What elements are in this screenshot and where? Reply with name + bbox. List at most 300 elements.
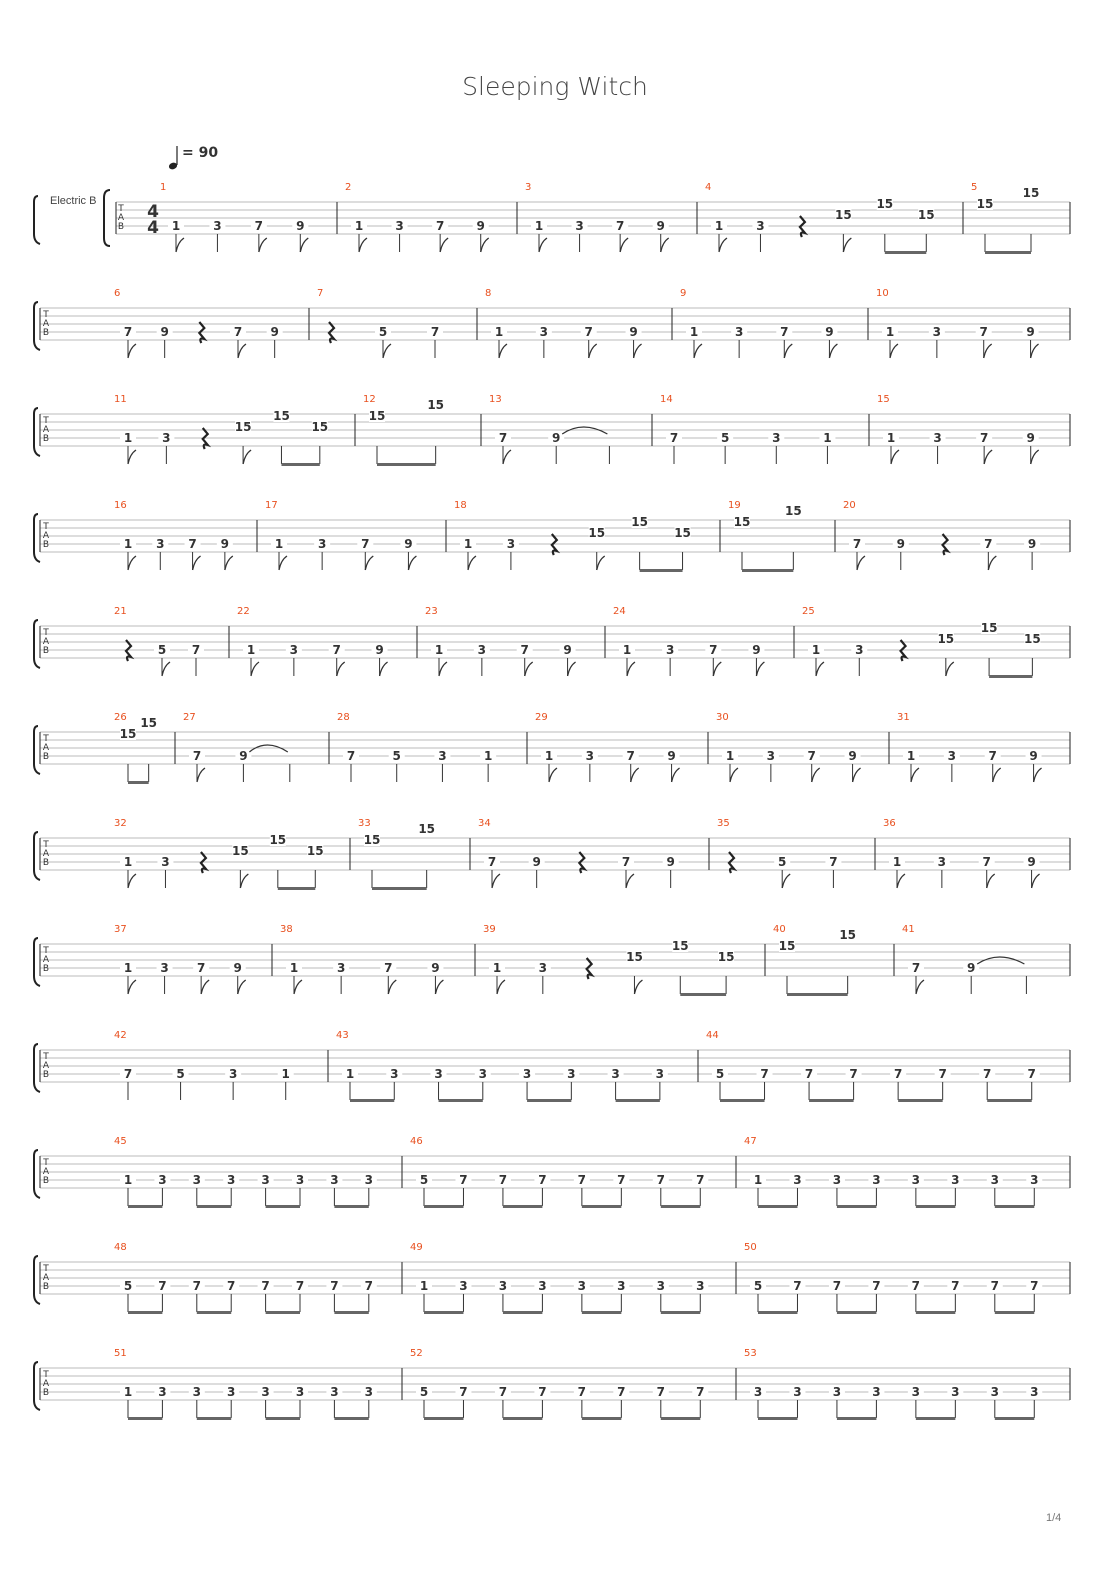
fret-number: 7 bbox=[233, 325, 243, 339]
eighth-flag-icon bbox=[243, 450, 251, 464]
measure-number: 43 bbox=[336, 1030, 349, 1041]
fret-number: 3 bbox=[295, 1173, 305, 1187]
measure-number: 36 bbox=[883, 818, 896, 829]
fret-number: 9 bbox=[1026, 325, 1035, 339]
beam bbox=[809, 1099, 854, 1102]
measure-number: 29 bbox=[535, 712, 548, 723]
fret-number: 15 bbox=[273, 409, 290, 423]
eighth-flag-icon bbox=[984, 344, 992, 358]
fret-number: 7 bbox=[669, 431, 679, 445]
fret-number: 7 bbox=[332, 643, 341, 657]
fret-number: 5 bbox=[378, 325, 388, 339]
fret-number: 1 bbox=[289, 961, 299, 975]
fret-number: 3 bbox=[756, 219, 765, 233]
fret-number: 3 bbox=[261, 1385, 270, 1399]
system-bracket bbox=[34, 726, 40, 774]
fret-number: 15 bbox=[368, 409, 386, 423]
beam bbox=[372, 887, 427, 890]
measure-number: 46 bbox=[410, 1136, 423, 1147]
fret-number: 3 bbox=[932, 325, 942, 339]
beam bbox=[987, 1099, 1032, 1102]
beam bbox=[985, 251, 1031, 254]
fret-number: 7 bbox=[696, 1385, 705, 1399]
measure-number: 45 bbox=[114, 1136, 127, 1147]
eighth-flag-icon bbox=[499, 344, 507, 358]
measure-number: 40 bbox=[773, 924, 786, 935]
fret-number: 3 bbox=[696, 1279, 705, 1293]
eighth-flag-icon bbox=[631, 768, 639, 782]
fret-number: 9 bbox=[666, 855, 675, 869]
measure-number: 14 bbox=[660, 394, 673, 405]
fret-number: 3 bbox=[289, 643, 299, 657]
fret-number: 7 bbox=[621, 855, 631, 869]
tab-clef-letter: T bbox=[43, 734, 49, 744]
fret-number: 3 bbox=[160, 961, 169, 975]
beam bbox=[424, 1205, 463, 1208]
fret-number: 1 bbox=[123, 537, 133, 551]
fret-number: 3 bbox=[434, 1067, 443, 1081]
eighth-flag-icon bbox=[713, 662, 721, 676]
eighth-flag-icon bbox=[497, 980, 505, 994]
fret-number: 7 bbox=[295, 1279, 305, 1293]
fret-number: 7 bbox=[520, 643, 529, 657]
fret-number: 9 bbox=[629, 325, 638, 339]
tempo-marking: = 90 bbox=[182, 145, 219, 161]
fret-number: 3 bbox=[951, 1173, 960, 1187]
fret-number: 7 bbox=[498, 431, 508, 445]
beam bbox=[787, 993, 848, 996]
tab-clef-letter: B bbox=[42, 1282, 50, 1292]
fret-number: 3 bbox=[478, 1067, 487, 1081]
fret-number: 1 bbox=[753, 1173, 763, 1187]
tab-clef-letter: T bbox=[43, 840, 49, 850]
fret-number: 3 bbox=[832, 1385, 842, 1399]
measure-number: 42 bbox=[114, 1030, 127, 1041]
eighth-flag-icon bbox=[589, 344, 597, 358]
fret-number: 5 bbox=[778, 855, 787, 869]
beam bbox=[439, 1099, 483, 1102]
beam bbox=[837, 1417, 876, 1420]
page-number: 1/4 bbox=[1046, 1512, 1062, 1524]
fret-number: 15 bbox=[631, 515, 648, 529]
fret-number: 3 bbox=[665, 643, 675, 657]
measure-number: 23 bbox=[425, 606, 438, 617]
fret-number: 3 bbox=[947, 749, 957, 763]
tab-clef-letter: B bbox=[117, 222, 125, 232]
beam bbox=[424, 1311, 463, 1314]
measure-number: 16 bbox=[114, 500, 127, 511]
beam bbox=[197, 1205, 231, 1208]
fret-number: 3 bbox=[793, 1385, 802, 1399]
measure-number: 6 bbox=[114, 288, 121, 299]
eighth-flag-icon bbox=[634, 980, 642, 994]
fret-number: 1 bbox=[123, 1173, 133, 1187]
fret-number: 1 bbox=[281, 1067, 290, 1081]
eighth-flag-icon bbox=[128, 344, 136, 358]
fret-number: 15 bbox=[674, 526, 691, 540]
fret-number: 15 bbox=[1022, 186, 1040, 200]
measure-number: 15 bbox=[877, 394, 890, 405]
fret-number: 9 bbox=[825, 325, 834, 339]
measure-number: 3 bbox=[525, 182, 532, 193]
eighth-flag-icon bbox=[294, 980, 302, 994]
measure-number: 39 bbox=[483, 924, 496, 935]
beam bbox=[916, 1311, 955, 1314]
measure-number: 10 bbox=[876, 288, 889, 299]
eighth-flag-icon bbox=[597, 556, 605, 570]
fret-number: 15 bbox=[418, 822, 436, 836]
system-bracket bbox=[34, 1256, 40, 1304]
beam bbox=[837, 1311, 876, 1314]
fret-number: 7 bbox=[911, 961, 921, 975]
eighth-flag-icon bbox=[853, 768, 861, 782]
measure-number: 32 bbox=[114, 818, 127, 829]
eighth-flag-icon bbox=[672, 768, 680, 782]
fret-number: 3 bbox=[477, 643, 487, 657]
fret-number: 1 bbox=[492, 961, 502, 975]
fret-number: 3 bbox=[213, 219, 222, 233]
measure-number: 35 bbox=[717, 818, 730, 829]
fret-number: 1 bbox=[811, 643, 821, 657]
eighth-flag-icon bbox=[1034, 768, 1042, 782]
fret-number: 7 bbox=[261, 1279, 270, 1293]
fret-number: 3 bbox=[158, 1385, 167, 1399]
fret-number: 3 bbox=[753, 1385, 763, 1399]
beam bbox=[582, 1417, 621, 1420]
fret-number: 7 bbox=[982, 855, 991, 869]
fret-number: 15 bbox=[778, 939, 796, 953]
beam bbox=[898, 1099, 943, 1102]
beam bbox=[424, 1417, 463, 1420]
beam bbox=[616, 1099, 660, 1102]
fret-number: 5 bbox=[419, 1385, 429, 1399]
fret-number: 7 bbox=[196, 961, 206, 975]
measure-number: 17 bbox=[265, 500, 278, 511]
fret-number: 9 bbox=[233, 961, 242, 975]
fret-number: 7 bbox=[984, 537, 993, 551]
measure-number: 9 bbox=[680, 288, 687, 299]
beam bbox=[503, 1311, 542, 1314]
tab-clef-letter: T bbox=[43, 1158, 49, 1168]
fret-number: 1 bbox=[123, 431, 133, 445]
fret-number: 9 bbox=[404, 537, 413, 551]
fret-number: 3 bbox=[330, 1385, 339, 1399]
beam bbox=[266, 1417, 300, 1420]
eighth-flag-icon bbox=[568, 662, 576, 676]
eighth-flag-icon bbox=[128, 980, 136, 994]
system-bracket bbox=[34, 514, 40, 562]
fret-number: 7 bbox=[979, 325, 988, 339]
fret-number: 7 bbox=[435, 219, 445, 233]
tab-clef-letter: T bbox=[43, 1052, 49, 1062]
tab-clef-letter: B bbox=[42, 1388, 50, 1398]
fret-number: 7 bbox=[123, 1067, 133, 1081]
fret-number: 7 bbox=[498, 1173, 508, 1187]
fret-number: 3 bbox=[1030, 1173, 1039, 1187]
fret-number: 7 bbox=[780, 325, 789, 339]
tab-system bbox=[34, 823, 1070, 890]
eighth-flag-icon bbox=[988, 556, 996, 570]
fret-number: 15 bbox=[876, 197, 894, 211]
fret-number: 7 bbox=[849, 1067, 858, 1081]
eighth-flag-icon bbox=[829, 344, 837, 358]
beam bbox=[334, 1417, 368, 1420]
fret-number: 3 bbox=[567, 1067, 576, 1081]
tab-clef-letter: A bbox=[42, 849, 50, 859]
fret-number: 7 bbox=[577, 1173, 587, 1187]
eighth-flag-icon bbox=[987, 874, 995, 888]
fret-number: 7 bbox=[656, 1173, 665, 1187]
fret-number: 1 bbox=[906, 749, 916, 763]
tab-clef-letter: B bbox=[42, 752, 50, 762]
beam bbox=[661, 1417, 700, 1420]
tab-clef-letter: T bbox=[43, 946, 49, 956]
fret-number: 5 bbox=[176, 1067, 185, 1081]
fret-number: 15 bbox=[733, 515, 751, 529]
beam bbox=[197, 1311, 231, 1314]
system-bracket bbox=[34, 196, 40, 244]
fret-number: 15 bbox=[835, 208, 852, 222]
tab-clef-letter: A bbox=[42, 531, 50, 541]
tab-clef-letter: A bbox=[42, 955, 50, 965]
fret-number: 3 bbox=[192, 1385, 201, 1399]
beam bbox=[278, 887, 315, 890]
fret-number: 7 bbox=[852, 537, 862, 551]
eighth-flag-icon bbox=[481, 238, 489, 252]
fret-number: 15 bbox=[671, 939, 689, 953]
fret-number: 15 bbox=[784, 504, 802, 518]
fret-number: 3 bbox=[522, 1067, 532, 1081]
eighth-flag-icon bbox=[993, 768, 1001, 782]
fret-number: 7 bbox=[192, 1279, 201, 1293]
fret-number: 3 bbox=[772, 431, 781, 445]
measure-number: 20 bbox=[843, 500, 856, 511]
measure-number: 31 bbox=[897, 712, 910, 723]
fret-number: 9 bbox=[1026, 431, 1035, 445]
tab-clef-letter: A bbox=[42, 637, 50, 647]
eighth-flag-icon bbox=[408, 556, 416, 570]
measure-number: 18 bbox=[454, 500, 467, 511]
fret-number: 7 bbox=[615, 219, 625, 233]
fret-number: 3 bbox=[506, 537, 516, 551]
fret-number: 1 bbox=[274, 537, 284, 551]
fret-number: 7 bbox=[364, 1279, 373, 1293]
fret-number: 7 bbox=[626, 749, 635, 763]
system-bracket bbox=[104, 190, 110, 246]
beam bbox=[582, 1205, 621, 1208]
measure-number: 30 bbox=[716, 712, 729, 723]
fret-number: 1 bbox=[123, 855, 133, 869]
tab-clef-letter: B bbox=[42, 434, 50, 444]
fret-number: 3 bbox=[390, 1067, 399, 1081]
eighth-flag-icon bbox=[891, 450, 899, 464]
beam bbox=[128, 781, 149, 784]
measure-number: 53 bbox=[744, 1348, 757, 1359]
fret-number: 7 bbox=[577, 1385, 587, 1399]
fret-number: 3 bbox=[438, 749, 447, 763]
fret-number: 9 bbox=[532, 855, 541, 869]
fret-number: 3 bbox=[585, 749, 595, 763]
beam bbox=[720, 1099, 765, 1102]
fret-number: 7 bbox=[498, 1385, 508, 1399]
fret-number: 7 bbox=[538, 1385, 547, 1399]
fret-number: 3 bbox=[538, 1279, 547, 1293]
eighth-flag-icon bbox=[383, 344, 391, 358]
fret-number: 15 bbox=[306, 844, 324, 858]
fret-number: 3 bbox=[336, 961, 346, 975]
eighth-flag-icon bbox=[251, 662, 259, 676]
fret-number: 9 bbox=[160, 325, 169, 339]
fret-number: 5 bbox=[753, 1279, 763, 1293]
eighth-flag-icon bbox=[782, 874, 790, 888]
fret-number: 3 bbox=[872, 1173, 881, 1187]
eighth-flag-icon bbox=[503, 450, 511, 464]
fret-number: 9 bbox=[1029, 749, 1038, 763]
fret-number: 9 bbox=[848, 749, 857, 763]
tab-system bbox=[34, 302, 1070, 358]
measure-number: 24 bbox=[613, 606, 626, 617]
eighth-flag-icon bbox=[812, 768, 820, 782]
eighth-flag-icon bbox=[843, 238, 851, 252]
eighth-flag-icon bbox=[525, 662, 533, 676]
fret-number: 15 bbox=[980, 621, 998, 635]
fret-number: 3 bbox=[617, 1279, 626, 1293]
fret-number: 15 bbox=[119, 727, 137, 741]
measure-number: 27 bbox=[183, 712, 196, 723]
fret-number: 1 bbox=[886, 431, 896, 445]
measure-number: 38 bbox=[280, 924, 293, 935]
fret-number: 1 bbox=[534, 219, 544, 233]
fret-number: 9 bbox=[270, 325, 279, 339]
fret-number: 3 bbox=[933, 431, 942, 445]
fret-number: 3 bbox=[227, 1385, 236, 1399]
eighth-flag-icon bbox=[128, 556, 136, 570]
fret-number: 1 bbox=[823, 431, 832, 445]
fret-number: 15 bbox=[363, 833, 381, 847]
beam bbox=[350, 1099, 394, 1102]
fret-number: 3 bbox=[295, 1385, 305, 1399]
beam bbox=[742, 569, 793, 572]
system-bracket bbox=[34, 938, 40, 986]
beam bbox=[758, 1205, 797, 1208]
fret-number: 5 bbox=[419, 1173, 429, 1187]
fret-number: 5 bbox=[123, 1279, 133, 1293]
fret-number: 3 bbox=[538, 961, 547, 975]
measure-number: 8 bbox=[485, 288, 492, 299]
fret-number: 3 bbox=[158, 1173, 167, 1187]
fret-number: 5 bbox=[720, 431, 730, 445]
system-bracket bbox=[34, 1044, 40, 1092]
eighth-flag-icon bbox=[468, 556, 476, 570]
beam bbox=[661, 1205, 700, 1208]
fret-number: 3 bbox=[227, 1173, 236, 1187]
fret-number: 9 bbox=[220, 537, 230, 551]
song-title: Sleeping Witch bbox=[462, 72, 648, 101]
fret-number: 3 bbox=[395, 219, 404, 233]
fret-number: 9 bbox=[752, 643, 761, 657]
eighth-flag-icon bbox=[626, 874, 634, 888]
beam bbox=[758, 1417, 797, 1420]
fret-number: 3 bbox=[734, 325, 744, 339]
beam bbox=[640, 569, 683, 572]
fret-number: 3 bbox=[575, 219, 584, 233]
time-signature-bottom: 4 bbox=[147, 218, 159, 238]
tab-clef-letter: T bbox=[43, 1370, 49, 1380]
system-bracket bbox=[34, 832, 40, 880]
fret-number: 3 bbox=[990, 1385, 999, 1399]
eighth-flag-icon bbox=[439, 662, 447, 676]
fret-number: 3 bbox=[330, 1173, 339, 1187]
fret-number: 3 bbox=[937, 855, 947, 869]
tab-system bbox=[34, 1044, 1070, 1102]
fret-number: 1 bbox=[885, 325, 895, 339]
fret-number: 7 bbox=[696, 1173, 705, 1187]
eighth-flag-icon bbox=[756, 662, 764, 676]
fret-number: 9 bbox=[656, 219, 665, 233]
tab-clef-letter: B bbox=[42, 540, 50, 550]
fret-number: 3 bbox=[261, 1173, 270, 1187]
fret-number: 7 bbox=[192, 749, 202, 763]
fret-number: 7 bbox=[804, 1067, 814, 1081]
system-bracket bbox=[34, 1150, 40, 1198]
time-signature-top: 4 bbox=[147, 202, 159, 222]
eighth-flag-icon bbox=[300, 238, 308, 252]
measure-number: 34 bbox=[478, 818, 491, 829]
beam bbox=[266, 1311, 300, 1314]
beam bbox=[128, 1417, 162, 1420]
eighth-flag-icon bbox=[694, 344, 702, 358]
fret-number: 7 bbox=[807, 749, 816, 763]
eighth-flag-icon bbox=[897, 874, 905, 888]
fret-number: 15 bbox=[140, 716, 158, 730]
fret-number: 7 bbox=[1027, 1067, 1036, 1081]
measure-number: 48 bbox=[114, 1242, 127, 1253]
tab-clef-letter: A bbox=[42, 1061, 50, 1071]
fret-number: 7 bbox=[656, 1385, 665, 1399]
fret-number: 7 bbox=[254, 219, 264, 233]
eighth-flag-icon bbox=[440, 238, 448, 252]
fret-number: 7 bbox=[459, 1173, 468, 1187]
fret-number: 9 bbox=[1027, 855, 1036, 869]
beam bbox=[661, 1311, 700, 1314]
fret-number: 7 bbox=[584, 325, 593, 339]
fret-number: 5 bbox=[157, 643, 167, 657]
eighth-flag-icon bbox=[890, 344, 898, 358]
fret-number: 15 bbox=[234, 420, 252, 434]
eighth-flag-icon bbox=[388, 980, 396, 994]
eighth-flag-icon bbox=[240, 874, 248, 888]
fret-number: 7 bbox=[538, 1173, 547, 1187]
beam bbox=[837, 1205, 876, 1208]
fret-number: 15 bbox=[1024, 632, 1041, 646]
fret-number: 3 bbox=[192, 1173, 201, 1187]
eighth-flag-icon bbox=[946, 662, 954, 676]
fret-number: 1 bbox=[622, 643, 632, 657]
beam bbox=[377, 463, 436, 466]
fret-number: 7 bbox=[459, 1385, 468, 1399]
fret-number: 3 bbox=[577, 1279, 587, 1293]
tab-clef-letter: T bbox=[43, 522, 49, 532]
fret-number: 1 bbox=[725, 749, 735, 763]
measure-number: 5 bbox=[971, 182, 978, 193]
system-bracket bbox=[34, 620, 40, 668]
fret-number: 15 bbox=[427, 398, 445, 412]
measure-number: 28 bbox=[337, 712, 350, 723]
fret-number: 7 bbox=[938, 1067, 947, 1081]
eighth-flag-icon bbox=[1032, 874, 1040, 888]
fret-number: 7 bbox=[951, 1279, 960, 1293]
fret-number: 9 bbox=[896, 537, 905, 551]
